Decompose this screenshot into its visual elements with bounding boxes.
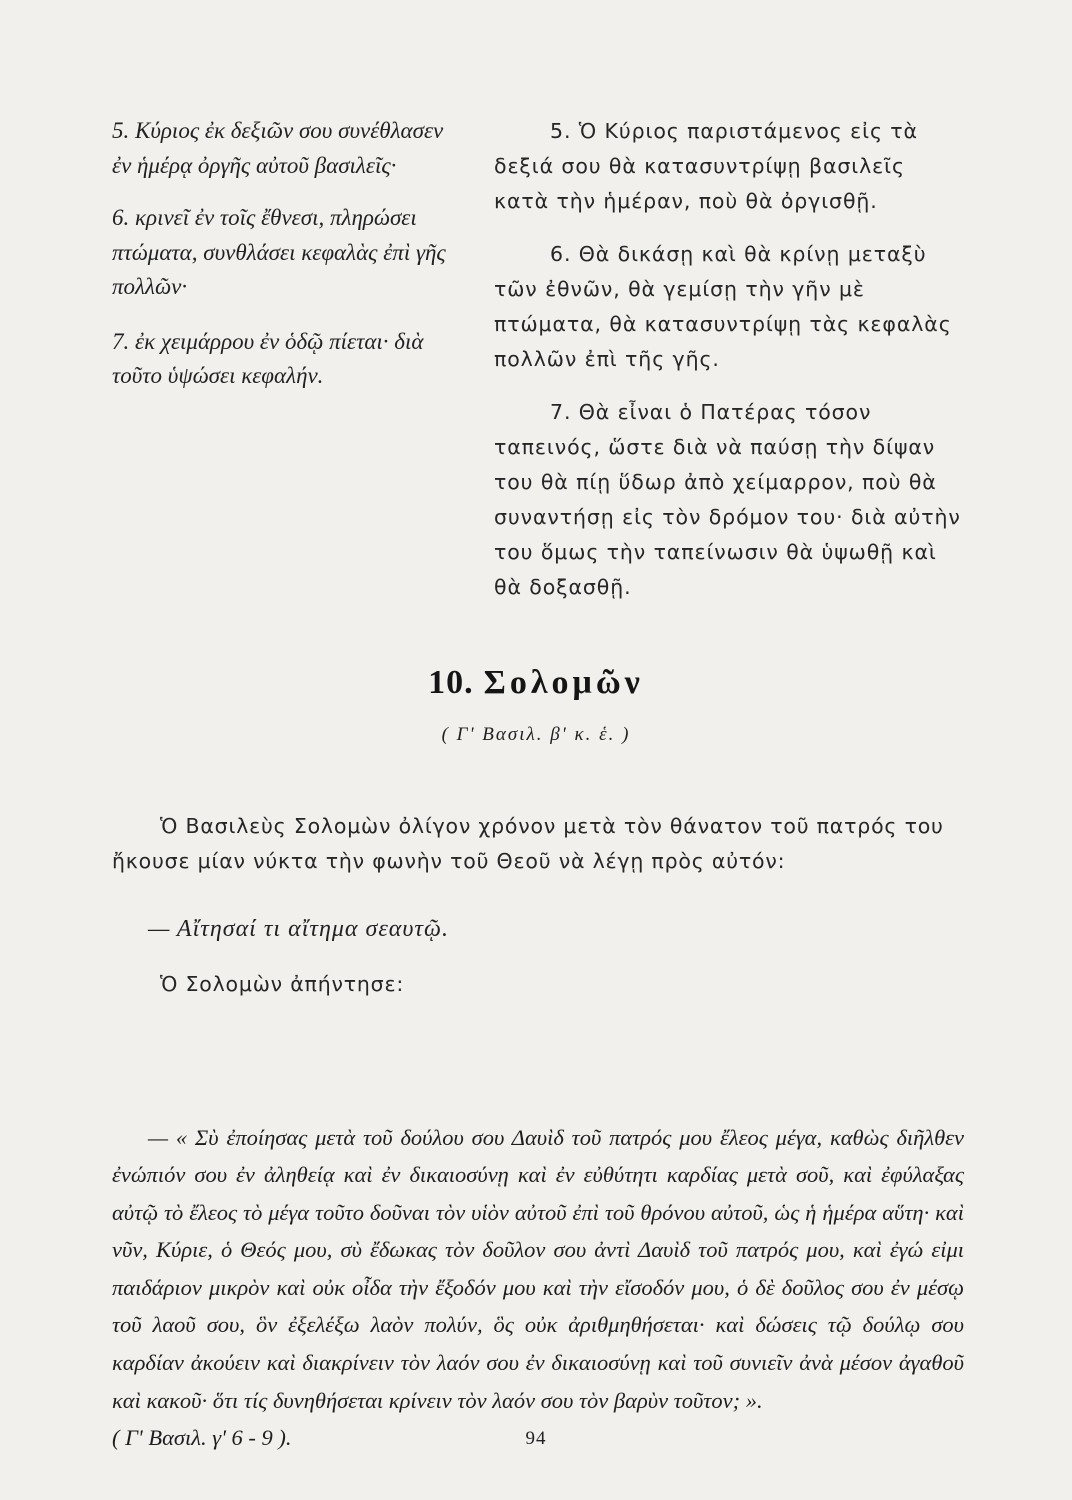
section-reference: ( Γ' Βασιλ. β' κ. ἑ. )	[441, 724, 631, 745]
divine-request: — Αἴτησαί τι αἴτημα σεαυτῷ.	[148, 916, 449, 942]
translation-verse-5: 5. Ὁ Κύριος παριστάμενος εἰς τὰ δεξιά σου θὰ κατασυντρίψῃ βασιλεῖς κατὰ τὴν ἡμέραν, ποὺ θὰ ὀργισθῇ.	[494, 119, 918, 213]
translation-verse-7: 7. Θὰ εἶναι ὁ Πατέρας τόσον ταπεινός, ὥστε διὰ νὰ παύσῃ τὴν δίψαν του θὰ πίῃ ὕδωρ ἀπὸ χείμαρρον, ποὺ θὰ συναντήσῃ εἰς τὸν δρόμον του· διὰ αὐτὴν του ὅμως τὴν ταπείνωσιν θὰ ὑψωθῇ καὶ θὰ δοξασθῇ.	[494, 400, 961, 599]
section-title: Σολομῶν	[483, 664, 644, 701]
solomon-answered: Ὁ Σολομὼν ἀπήντησε:	[160, 971, 405, 996]
original-verse-6: 6. κρινεῖ ἐν τοῖς ἔθνεσι, πληρώσει πτώματα, συνθλάσει κεφαλὰς ἐπὶ γῆς πολλῶν·	[112, 205, 446, 299]
original-verse-7: 7. ἐκ χειμάρρου ἐν ὁδῷ πίεται· διὰ τοῦτο ὑψώσει κεφαλήν.	[112, 328, 424, 388]
prayer-citation: ( Γ' Βασιλ. γ' 6 - 9 ).	[112, 1425, 292, 1451]
greek-original-column	[112, 114, 464, 412]
page-number: 94	[525, 1428, 547, 1449]
prayer-text: — « Σὺ ἐποίησας μετὰ τοῦ δούλου σου Δαυὶδ τοῦ πατρός μου ἔλεος μέγα, καθὼς διῆλθεν ἐνώπιόν σου ἐν ἀληθείᾳ καὶ ἐν δικαιοσύνῃ καὶ ἐν εὐθύτητι καρδίας μετὰ σοῦ, καὶ ἐφύλαξας αὐτῷ τὸ ἔλεος τὸ μέγα τοῦτο δοῦναι τὸν υἱὸν αὐτοῦ ἐπὶ τοῦ θρόνου αὐτοῦ, ὡς ἡ ἡμέρα αὕτη· καὶ νῦν, Κύριε, ὁ Θεός μου, σὺ ἔδωκας τὸν δοῦλον σου ἀντὶ Δαυὶδ τοῦ πατρός μου, καὶ ἐγώ εἰμι παιδάριον μικρὸν καὶ οὐκ οἶδα τὴν ἔξοδόν μου καὶ τὴν εἴσοδόν μου, ὁ δὲ δοῦλος σου ἐν μέσῳ τοῦ λαοῦ σου, ὃν ἐξελέξω λαὸν πολύν, ὃς οὐκ ἀριθμηθήσεται· καὶ δώσεις τῷ δούλῳ σου καρδίαν ἀκούειν καὶ διακρίνειν τὸν λαόν σου ἐν δικαιοσύνῃ καὶ τοῦ συνιεῖν ἀνὰ μέσον ἀγαθοῦ καὶ κακοῦ· ὅτι τίς δυνηθήσεται κρίνειν τὸν λαόν σου τὸν βαρὺν τοῦτον; ».	[112, 1124, 964, 1413]
original-verse-5: 5. Κύριος ἐκ δεξιῶν σου συνέθλασεν ἐν ἡμέρᾳ ὀργῆς αὐτοῦ βασιλεῖς·	[112, 118, 444, 178]
narrative-paragraph: Ὁ Βασιλεὺς Σολομὼν ὀλίγον χρόνον μετὰ τὸν θάνατον τοῦ πατρός του ἤκουσε μίαν νύκτα τὴν φωνὴν τοῦ Θεοῦ νὰ λέγῃ πρὸς αὐτόν:	[112, 813, 944, 873]
solomon-prayer	[112, 1119, 964, 1457]
section-number: 10.	[428, 664, 474, 701]
section-heading	[0, 664, 1072, 702]
translation-verse-6: 6. Θὰ δικάσῃ καὶ θὰ κρίνῃ μεταξὺ τῶν ἐθνῶν, θὰ γεμίσῃ τὴν γῆν μὲ πτώματα, θὰ κατασυντρίψῃ τὰς κεφαλὰς πολλῶν ἐπὶ τῆς γῆς.	[494, 242, 952, 371]
modern-translation-column	[494, 114, 964, 623]
